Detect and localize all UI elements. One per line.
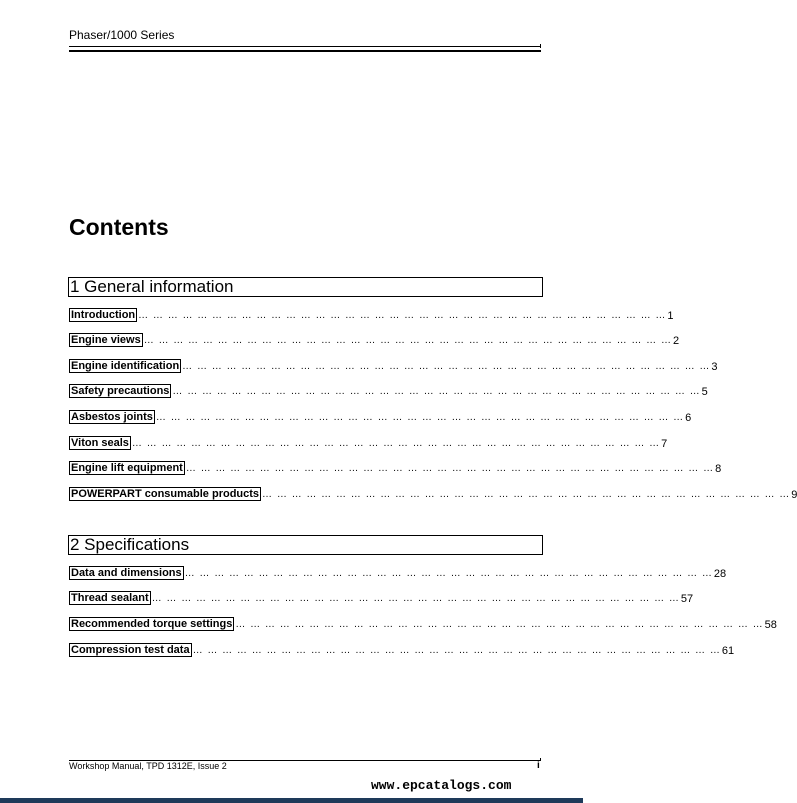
toc-entry[interactable] [69,436,668,450]
header-rule [69,46,541,47]
running-header: Phaser/1000 Series [69,28,175,42]
toc-page-number: 61 [721,645,735,657]
dot-leader: … … … … … … … … … … … … … … … … … … … … … … … … … … … … … … … … … … … … [182,361,711,372]
header-rule-tick [540,44,541,48]
toc-link-engine-lift-equipment[interactable]: Engine lift equipment [71,462,183,474]
dot-leader: … … … … … … … … … … … … … … … … … … … … … … … … … … … … … … … … … … … … [235,619,764,630]
toc-entry[interactable] [69,487,797,501]
toc-link-thread-sealant[interactable]: Thread sealant [71,592,149,604]
toc-link-engine-identification[interactable]: Engine identification [71,360,180,372]
toc-page-number: 8 [715,463,722,475]
toc-link-compression-test-data[interactable]: Compression test data [71,644,190,656]
toc-page-number: 3 [711,361,718,373]
dot-leader: … … … … … … … … … … … … … … … … … … … … … … … … … … … … … … … … … … … … [184,568,713,579]
toc-link-safety-precautions[interactable]: Safety precautions [71,385,170,397]
toc-entry[interactable] [69,566,727,580]
dot-leader: … … … … … … … … … … … … … … … … … … … … … … … … … … … … … … … … … … … … [143,335,672,346]
header-rule-thick [69,50,541,52]
footer-page-number: i [537,760,540,771]
toc-page-number: 7 [661,438,668,450]
toc-link-viton-seals[interactable]: Viton seals [71,437,129,449]
toc-entry[interactable] [69,333,680,347]
dot-leader: … … … … … … … … … … … … … … … … … … … … … … … … … … … … … … … … … … … … [185,463,715,474]
dot-leader: … … … … … … … … … … … … … … … … … … … … … … … … … … … … … … … … … … … … [172,386,701,397]
toc-page-number: 9 [791,489,797,501]
dot-leader: … … … … … … … … … … … … … … … … … … … … … … … … … … … … … … … … … … … … [131,438,661,449]
toc-link-engine-views[interactable]: Engine views [71,334,141,346]
dot-leader: … … … … … … … … … … … … … … … … … … … … … … … … … … … … … … … … … … … … [138,310,667,321]
toc-page-number: 5 [701,386,708,398]
contents-title: Contents [69,214,169,240]
toc-page-number: 28 [713,568,727,580]
toc-page-number: 57 [680,593,694,605]
toc-link-recommended-torque-settings[interactable]: Recommended torque settings [71,618,233,630]
toc-entry[interactable] [69,617,777,631]
section-heading-general-information[interactable]: 1 General information [68,277,543,297]
toc-entry[interactable] [69,410,692,424]
bottom-border-bar [0,798,583,803]
toc-entry[interactable] [69,308,674,322]
toc-entry[interactable] [69,591,694,605]
dot-leader: … … … … … … … … … … … … … … … … … … … … … … … … … … … … … … … … … … … … [192,645,721,656]
dot-leader: … … … … … … … … … … … … … … … … … … … … … … … … … … … … … … … … … … … … [151,593,680,604]
toc-entry[interactable] [69,643,735,657]
toc-link-data-and-dimensions[interactable]: Data and dimensions [71,567,182,579]
watermark: www.epcatalogs.com [371,778,512,793]
dot-leader: … … … … … … … … … … … … … … … … … … … … … … … … … … … … … … … … … … … … [155,412,685,423]
toc-entry[interactable] [69,461,722,475]
dot-leader: … … … … … … … … … … … … … … … … … … … … … … … … … … … … … … … … … … … … [262,489,791,500]
footer-text: Workshop Manual, TPD 1312E, Issue 2 [69,761,227,771]
toc-link-asbestos-joints[interactable]: Asbestos joints [71,411,153,423]
toc-page-number: 58 [764,619,777,631]
section-heading-specifications[interactable]: 2 Specifications [68,535,543,555]
toc-entry[interactable] [69,359,718,373]
footer-rule-tick [540,758,541,761]
toc-page-number: 2 [672,335,680,347]
toc-entry[interactable] [69,384,708,398]
toc-link-powerpart-consumable-products[interactable]: POWERPART consumable products [71,488,260,500]
toc-page-number: 1 [667,310,674,322]
toc-page-number: 6 [685,412,692,424]
toc-link-introduction[interactable]: Introduction [71,309,136,321]
